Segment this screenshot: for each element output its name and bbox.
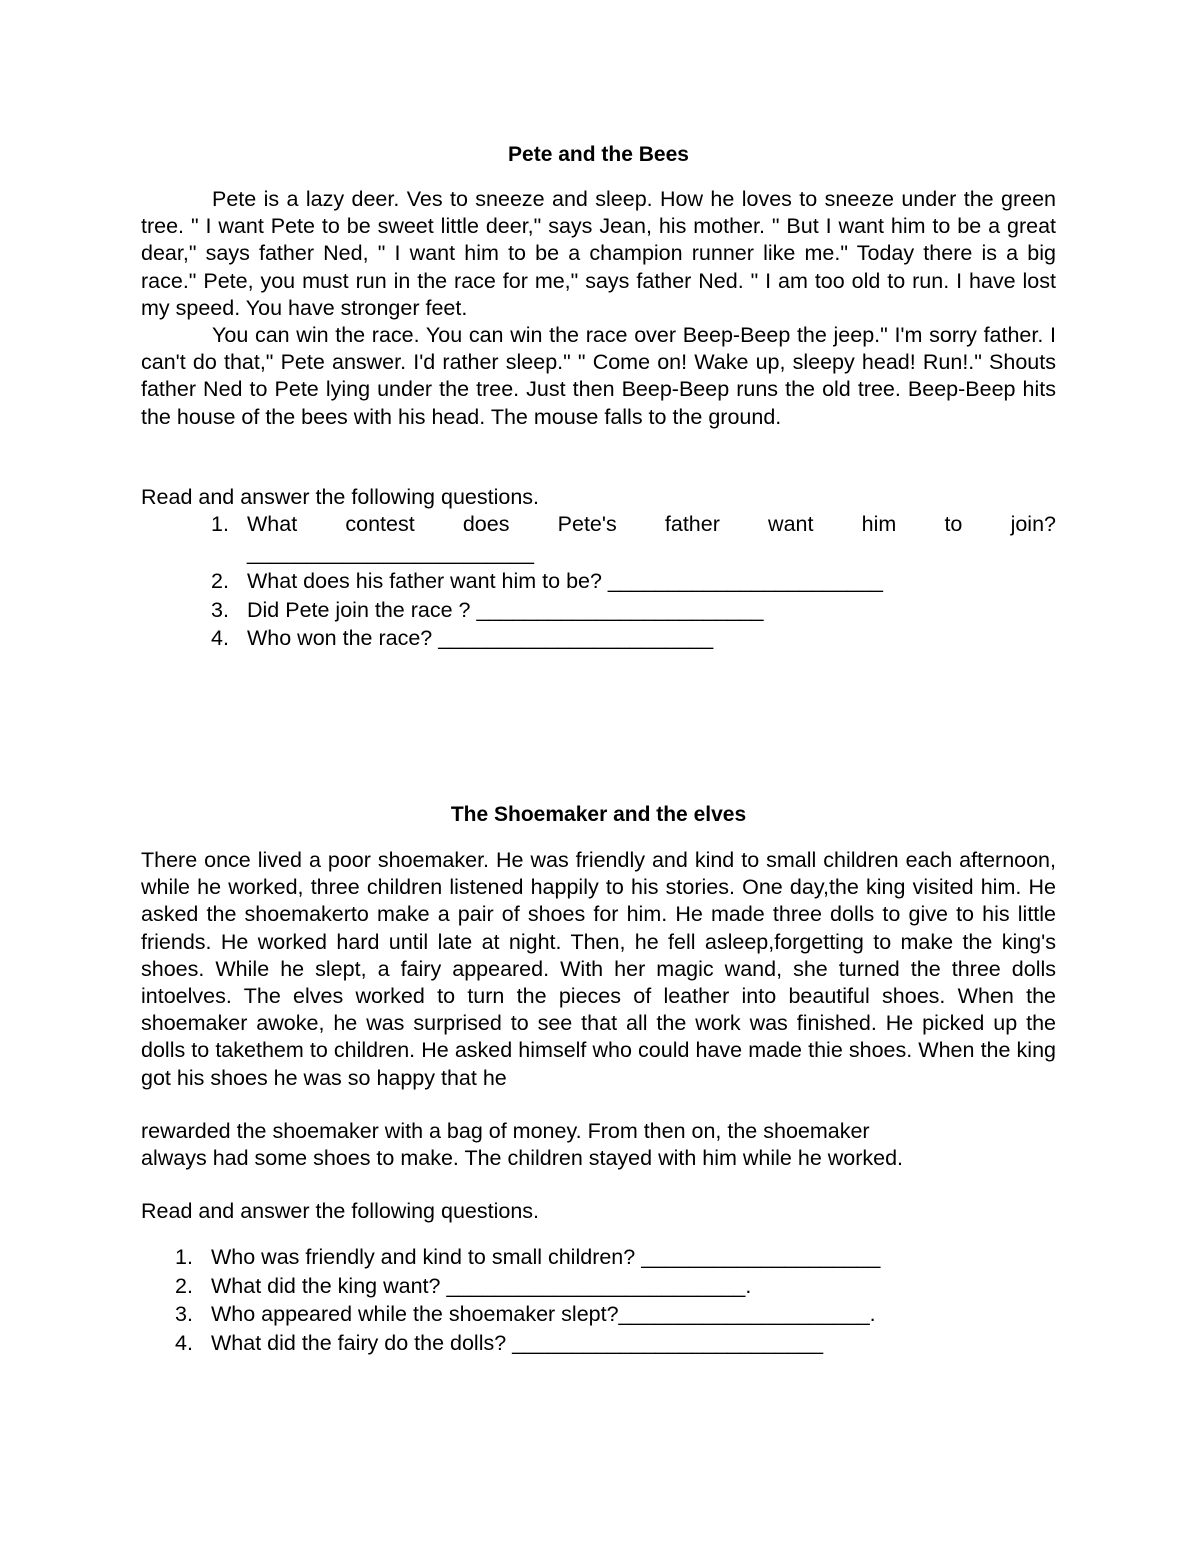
question-item <box>141 1329 1056 1358</box>
question-item <box>141 596 1056 625</box>
story2-paragraph-2: rewarded the shoemaker with a bag of money. From then on, the shoemaker <box>141 1119 870 1143</box>
question-number: 4. <box>175 1330 193 1355</box>
question-item <box>141 1272 1056 1301</box>
question-item <box>141 1300 1056 1329</box>
question-item <box>141 510 1056 567</box>
story2-question-list <box>141 1243 1056 1357</box>
story1-question-list <box>141 510 1056 653</box>
question-text: Who was friendly and kind to small children? ____________________ <box>211 1245 881 1269</box>
story2-questions-prompt: Read and answer the following questions. <box>141 1199 540 1223</box>
question-number: 1. <box>175 1245 193 1269</box>
question-text: Did Pete join the race ? ________________________ <box>247 597 764 622</box>
story2-paragraph-3: always had some shoes to make. The children stayed with him while he worked. <box>141 1146 904 1170</box>
story1-questions-prompt: Read and answer the following questions. <box>141 485 540 509</box>
question-number: 3. <box>211 597 229 622</box>
question-text: What does his father want him to be? _______________________ <box>247 569 883 594</box>
question-number: 2. <box>175 1273 193 1298</box>
story1-title: Pete and the Bees <box>508 143 689 166</box>
question-item <box>141 1243 1056 1272</box>
question-text: What did the king want? _________________________. <box>211 1273 752 1298</box>
question-text: What did the fairy do the dolls? __________________________ <box>211 1330 824 1355</box>
question-number: 1. <box>211 512 229 536</box>
question-number: 2. <box>211 569 229 594</box>
question-number: 4. <box>211 626 229 651</box>
story2-title: The Shoemaker and the elves <box>450 803 747 826</box>
question-item <box>141 567 1056 596</box>
question-text: Who appeared while the shoemaker slept?_____________________. <box>211 1302 876 1327</box>
question-number: 3. <box>175 1302 193 1327</box>
answer-blank: ________________________ <box>247 540 534 565</box>
story1-paragraph-1: Pete is a lazy deer. Ves to sneeze and sleep. How he loves to sneeze under the green tree. " I want Pete to be sweet little deer," says Jean, his mother. " But I want him to be a great dear," says father Ned, " I want him to be a champion runner like me." Today there is a big race." Pete, you must run in the race for me," says father Ned. " I am too old to run. I have lost my speed. You have stronger feet. <box>141 187 1056 320</box>
story1-paragraph-2: You can win the race. You can win the race over Beep-Beep the jeep." I'm sorry father. I can't do that," Pete answer. I'd rather sleep." " Come on! Wake up, sleepy head! Run!." Shouts father Ned to Pete lying under the tree. Just then Beep-Beep runs the old tree. Beep-Beep hits the house of the bees with his head. The mouse falls to the ground. <box>141 323 1056 429</box>
question-text: What contest does Pete's father want him to join? <box>247 512 1056 536</box>
question-text: Who won the race? _______________________ <box>247 626 714 651</box>
story2-paragraph-1: There once lived a poor shoemaker. He was friendly and kind to small children each afternoon, while he worked, three children listened happily to his stories. One day,the king visited him. He asked the shoemakerto make a pair of shoes for him. He made three dolls to give to his little friends. He worked hard until late at night. Then, he fell asleep,forgetting to make the king's shoes. While he slept, a fairy appeared. With her magic wand, she turned the three dolls intoelves. The elves worked to turn the pieces of leather into beautiful shoes. When the shoemaker awoke, he was surprised to see that all the work was finished. He picked up the dolls to takethem to children. He asked himself who could have made thie shoes. When the king got his shoes he was so happy that he <box>141 848 1056 1090</box>
question-item <box>141 624 1056 653</box>
